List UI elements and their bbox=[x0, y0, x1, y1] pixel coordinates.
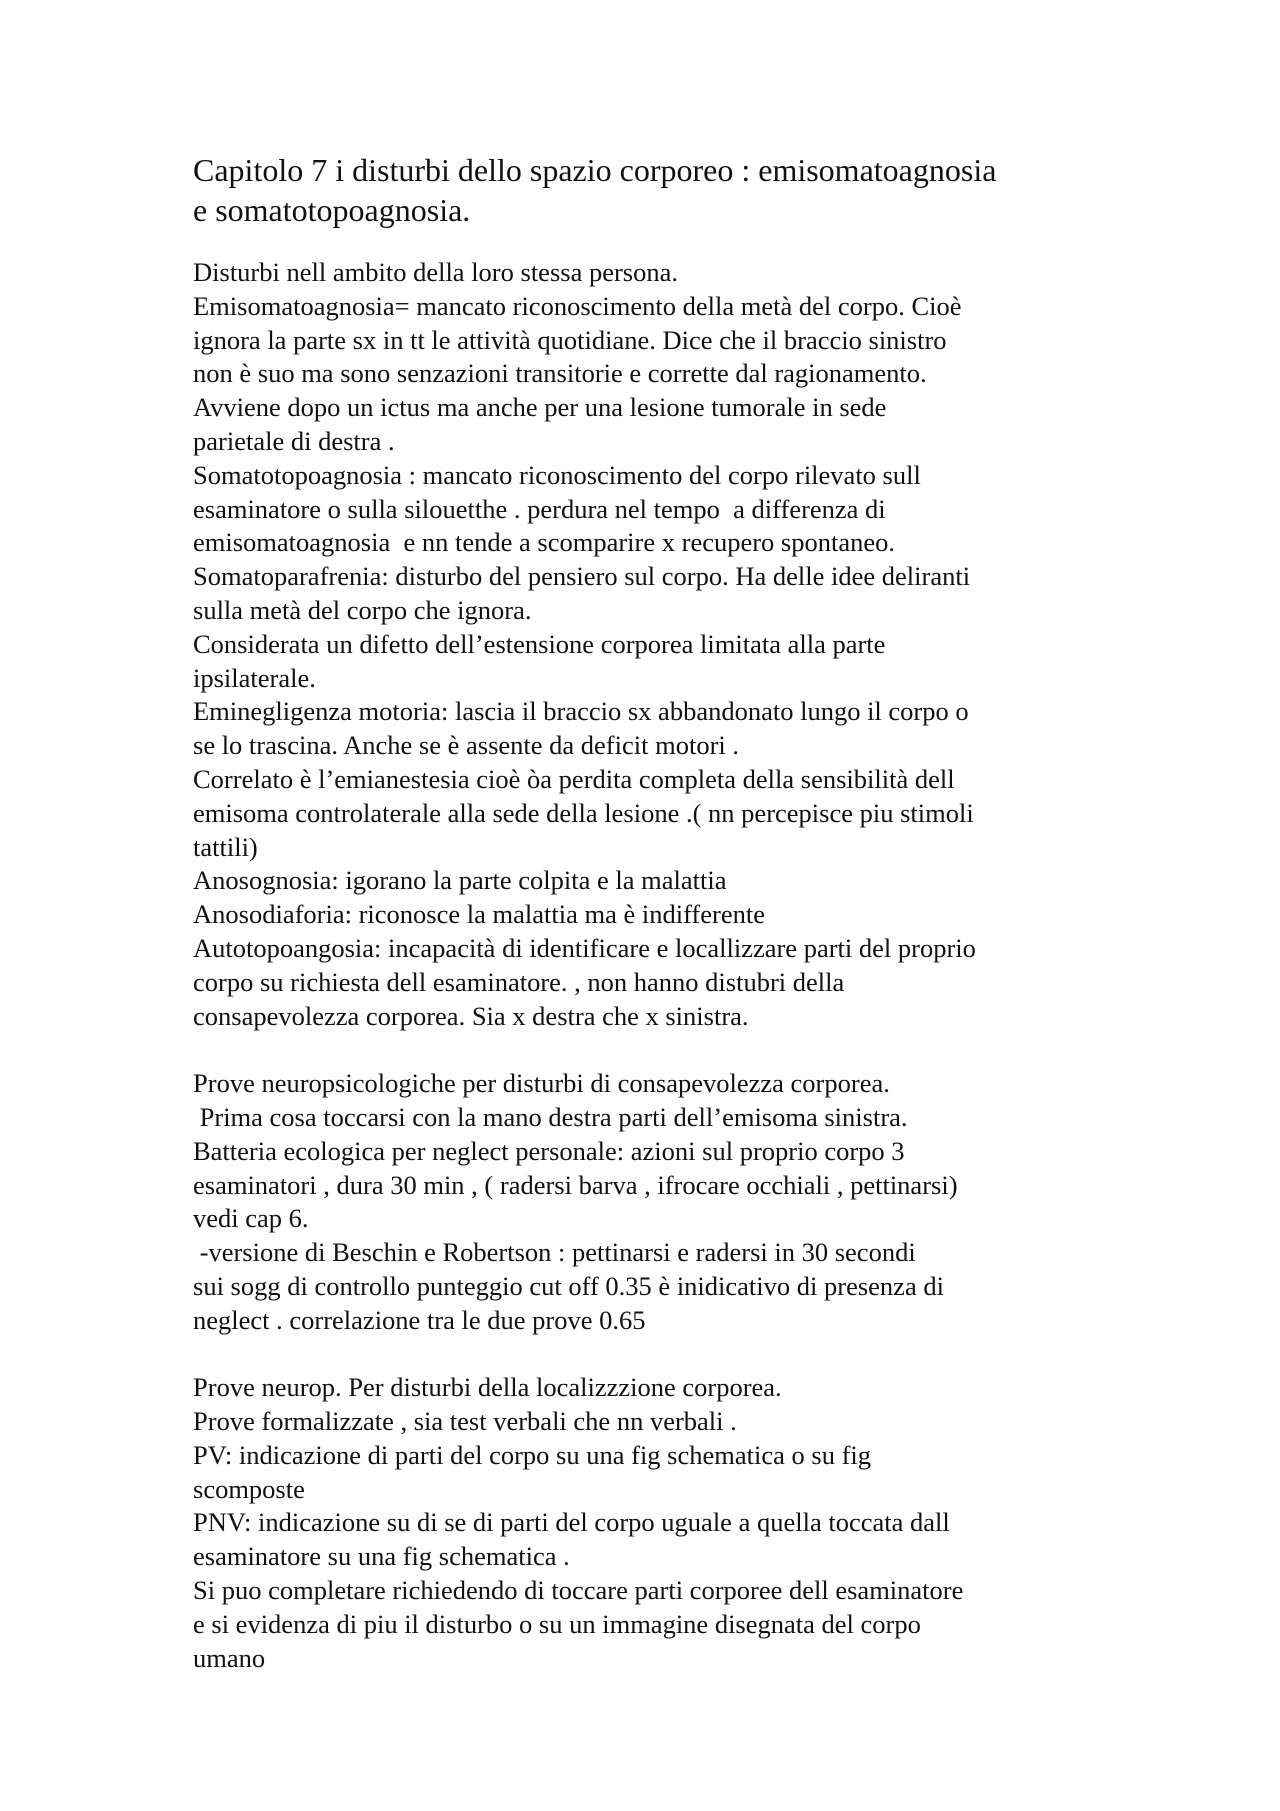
chapter-title-line: e somatotopoagnosia. bbox=[193, 192, 471, 228]
text-line: emisomatoagnosia e nn tende a scomparire x recupero spontaneo. bbox=[193, 527, 896, 558]
text-line: Avviene dopo un ictus ma anche per una lesione tumorale in sede bbox=[193, 392, 887, 423]
text-line: sulla metà del corpo che ignora. bbox=[193, 594, 532, 625]
text-line: PV: indicazione di parti del corpo su una fig schematica o su fig bbox=[193, 1439, 872, 1470]
text-line: Autotopoangosia: incapacità di identificare e locallizzare parti del proprio bbox=[193, 932, 976, 963]
text-line: Somatoparafrenia: disturbo del pensiero sul corpo. Ha delle idee deliranti bbox=[193, 561, 971, 592]
text-line: esaminatore o sulla silouetthe . perdura nel tempo a differenza di bbox=[193, 493, 886, 524]
text-line: Si puo completare richiedendo di toccare parti corporee dell esaminatore bbox=[193, 1575, 964, 1606]
text-line: scomposte bbox=[193, 1473, 305, 1504]
text-line: se lo trascina. Anche se è assente da deficit motori . bbox=[193, 730, 740, 761]
text-line: Eminegligenza motoria: lascia il braccio sx abbandonato lungo il corpo o bbox=[193, 696, 969, 727]
text-line: Somatotopoagnosia : mancato riconoscimento del corpo rilevato sull bbox=[193, 459, 921, 490]
text-line: Prove neurop. Per disturbi della localizzzione corporea. bbox=[193, 1372, 782, 1403]
paragraph-gap bbox=[193, 1338, 1093, 1372]
text-line: Prove formalizzate , sia test verbali che nn verbali . bbox=[193, 1406, 737, 1437]
text-line: tattili) bbox=[193, 831, 258, 862]
text-line: Emisomatoagnosia= mancato riconoscimento della metà del corpo. Cioè bbox=[193, 290, 962, 321]
text-line: e si evidenza di piu il disturbo o su un immagine disegnata del corpo bbox=[193, 1608, 921, 1639]
text-line: emisoma controlaterale alla sede della lesione .( nn percepisce piu stimoli bbox=[193, 797, 974, 828]
text-line: consapevolezza corporea. Sia x destra che x sinistra. bbox=[193, 1000, 749, 1031]
text-line: PNV: indicazione su di se di parti del corpo uguale a quella toccata dall bbox=[193, 1507, 950, 1538]
section-body-awareness bbox=[193, 256, 1093, 1033]
document-body bbox=[193, 150, 1093, 1675]
text-line: Disturbi nell ambito della loro stessa persona. bbox=[193, 257, 678, 287]
text-line: Anosognosia: igorano la parte colpita e la malattia bbox=[193, 865, 727, 896]
text-line: Correlato è l’emianestesia cioè òa perdita completa della sensibilità dell bbox=[193, 763, 955, 794]
text-line: ipsilaterale. bbox=[193, 662, 316, 693]
text-line: ignora la parte sx in tt le attività quotidiane. Dice che il braccio sinistro bbox=[193, 324, 947, 355]
text-line: umano bbox=[193, 1642, 266, 1673]
text-line: neglect . correlazione tra le due prove 0.65 bbox=[193, 1304, 646, 1335]
paragraph-gap bbox=[193, 1033, 1093, 1067]
text-line: Prove neuropsicologiche per disturbi di consapevolezza corporea. bbox=[193, 1068, 890, 1099]
text-line: parietale di destra . bbox=[193, 425, 395, 456]
chapter-title-line: Capitolo 7 i disturbi dello spazio corporeo : emisomatoagnosia bbox=[193, 152, 997, 188]
text-line: Considerata un difetto dell’estensione corporea limitata alla parte bbox=[193, 628, 886, 659]
text-line: vedi cap 6. bbox=[193, 1203, 309, 1234]
chapter-title bbox=[193, 150, 1093, 230]
text-line: -versione di Beschin e Robertson : pettinarsi e radersi in 30 secondi bbox=[193, 1237, 916, 1268]
text-line: corpo su richiesta dell esaminatore. , non hanno distubri della bbox=[193, 966, 845, 997]
text-line: esaminatori , dura 30 min , ( radersi barva , ifrocare occhiali , pettinarsi) bbox=[193, 1169, 958, 1200]
text-line: Anosodiaforia: riconosce la malattia ma è indifferente bbox=[193, 899, 765, 930]
text-line: Prima cosa toccarsi con la mano destra parti dell’emisoma sinistra. bbox=[193, 1101, 908, 1132]
section-localization-tests bbox=[193, 1371, 1093, 1675]
text-line: esaminatore su una fig schematica . bbox=[193, 1541, 570, 1572]
section-neuropsych-tests bbox=[193, 1067, 1093, 1337]
text-line: Batteria ecologica per neglect personale: azioni sul proprio corpo 3 bbox=[193, 1135, 905, 1166]
text-line: sui sogg di controllo punteggio cut off 0.35 è inidicativo di presenza di bbox=[193, 1270, 944, 1301]
text-line: non è suo ma sono senzazioni transitorie e corrette dal ragionamento. bbox=[193, 358, 927, 389]
